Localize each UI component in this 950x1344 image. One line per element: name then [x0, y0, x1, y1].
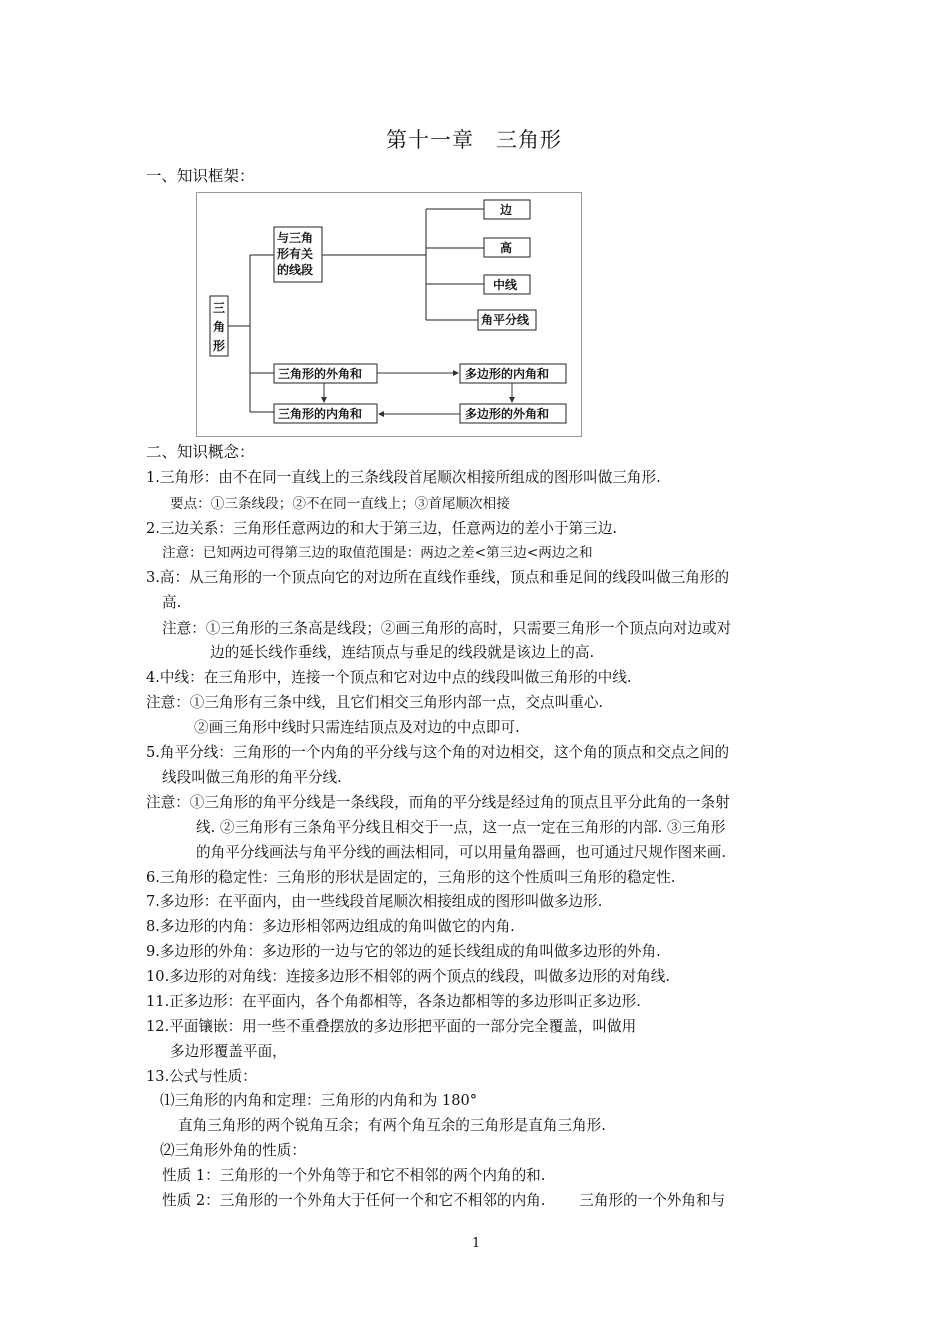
text-line: 8.多边形的内角：多边形相邻两边组成的角叫做它的内角. — [146, 918, 515, 935]
text-line: 高. — [162, 594, 182, 611]
node-polygon-interior-sum-label: 多边形的内角和 — [465, 367, 550, 381]
text-line: 性质 1：三角形的一个外角等于和它不相邻的两个内角的和. — [162, 1167, 546, 1184]
node-triangle-interior-sum-label: 三角形的内角和 — [278, 407, 363, 421]
text-line: 直角三角形的两个锐角互余；有两个角互余的三角形是直角三角形. — [178, 1117, 606, 1134]
section-heading-concepts: 二、知识概念： — [146, 443, 255, 461]
root-char-1: 三 — [213, 301, 226, 315]
text-line: ②画三角形中线时只需连结顶点及对边的中点即可. — [194, 719, 520, 736]
text-line: 11.正多边形：在平面内，各个角都相等，各条边都相等的多边形叫正多边形. — [146, 993, 641, 1010]
text-line: 7.多边形：在平面内，由一些线段首尾顺次相接组成的图形叫做多边形. — [146, 893, 603, 910]
text-line: 注意：①三角形的角平分线是一条线段，而角的平分线是经过角的顶点且平分此角的一条射 — [146, 794, 730, 811]
root-char-3: 形 — [213, 339, 226, 353]
text-line: 边的延长线作垂线，连结顶点与垂足的线段就是该边上的高. — [210, 644, 595, 661]
text-line: 性质 2：三角形的一个外角大于任何一个和它不相邻的内角. 三角形的一个外角和与 — [162, 1192, 726, 1209]
text-line: 多边形覆盖平面， — [170, 1043, 287, 1060]
text-line: 线. ②三角形有三条角平分线且相交于一点，这一点一定在三角形的内部. ③三角形 — [196, 819, 726, 836]
text-line: 13.公式与性质： — [146, 1068, 257, 1085]
text-line: 5.角平分线：三角形的一个内角的平分线与这个角的对边相交，这个角的顶点和交点之间的 — [146, 744, 730, 761]
node-polygon-exterior-sum-label: 多边形的外角和 — [465, 407, 550, 421]
text-line: 注意：已知两边可得第三边的取值范围是：两边之差<第三边<两边之和 — [162, 545, 593, 561]
text-line: 9.多边形的外角：多边形的一边与它的邻边的延长线组成的角叫做多边形的外角. — [146, 943, 661, 960]
text-line: 12.平面镶嵌：用一些不重叠摆放的多边形把平面的一部分完全覆盖，叫做用 — [146, 1018, 637, 1035]
text-line: 6.三角形的稳定性：三角形的形状是固定的，三角形的这个性质叫三角形的稳定性. — [146, 869, 676, 886]
root-char-2: 角 — [213, 320, 226, 334]
text-line: 4.中线：在三角形中，连接一个顶点和它对边中点的线段叫做三角形的中线. — [146, 669, 632, 686]
knowledge-framework-diagram — [196, 192, 582, 438]
text-line: 1.三角形：由不在同一直线上的三条线段首尾顺次相接所组成的图形叫做三角形. — [146, 469, 661, 486]
node-height-label: 高 — [500, 241, 513, 255]
segments-line-1: 与三角 — [277, 231, 314, 245]
text-line: 2.三边关系：三角形任意两边的和大于第三边，任意两边的差小于第三边. — [146, 520, 617, 537]
node-side-label: 边 — [500, 203, 513, 217]
text-line: 线段叫做三角形的角平分线. — [162, 769, 342, 786]
text-line: 的角平分线画法与角平分线的画法相同，可以用量角器画，也可通过尺规作图来画. — [196, 844, 727, 861]
section-heading-framework: 一、知识框架： — [146, 167, 255, 185]
node-angle-bisector-label: 角平分线 — [481, 313, 530, 327]
page-number: 1 — [472, 1236, 481, 1251]
text-line: ⑴三角形的内角和定理：三角形的内角和为 180° — [160, 1092, 478, 1109]
text-line: ⑵三角形外角的性质： — [160, 1142, 306, 1159]
segments-line-3: 的线段 — [277, 263, 314, 277]
text-line: 10.多边形的对角线：连接多边形不相邻的两个顶点的线段，叫做多边形的对角线. — [146, 968, 671, 985]
text-line: 注意：①三角形有三条中线，且它们相交三角形内部一点，交点叫重心. — [146, 694, 604, 711]
segments-line-2: 形有关 — [277, 247, 314, 261]
text-line: 要点：①三条线段；②不在同一直线上；③首尾顺次相接 — [170, 496, 510, 512]
page-title: 第十一章 三角形 — [386, 128, 562, 152]
node-triangle-exterior-sum-label: 三角形的外角和 — [278, 367, 363, 381]
node-median-label: 中线 — [493, 278, 518, 292]
text-line: 注意：①三角形的三条高是线段；②画三角形的高时，只需要三角形一个顶点向对边或对 — [162, 620, 732, 637]
text-line: 3.高：从三角形的一个顶点向它的对边所在直线作垂线，顶点和垂足间的线段叫做三角形的 — [146, 569, 730, 586]
